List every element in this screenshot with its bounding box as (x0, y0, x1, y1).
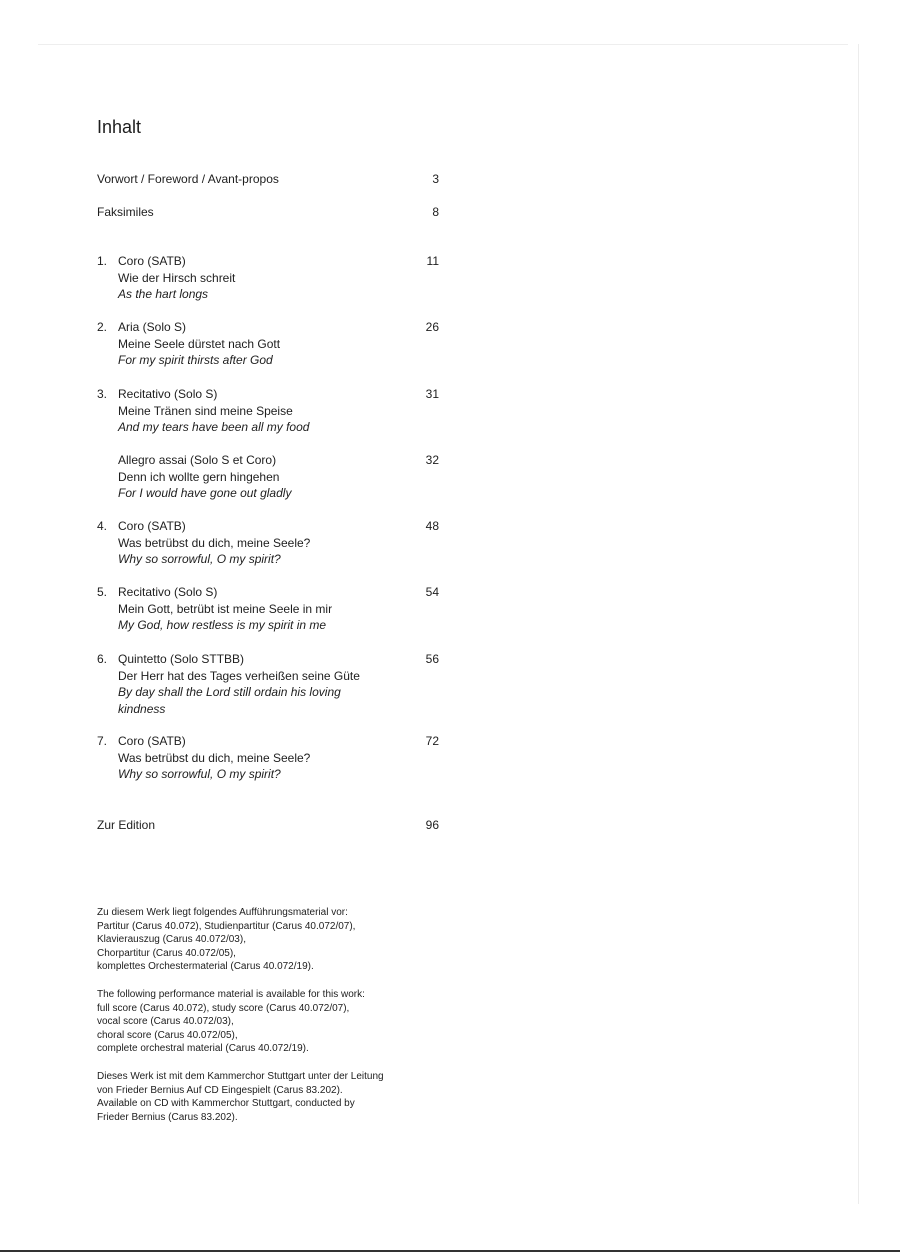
movement-title: Aria (Solo S) (118, 320, 187, 334)
movement-text-german: Was betrübst du dich, meine Seele? (118, 535, 311, 550)
note-line: Dieses Werk ist mit dem Kammerchor Stuttgart unter der Leitung (97, 1070, 384, 1082)
note-line: Partitur (Carus 40.072), Studienpartitur (Carus 40.072/07), (97, 920, 356, 932)
toc-page-number: 31 (425, 387, 439, 401)
toc-label: Faksimiles (97, 205, 154, 219)
movement-text-english: Why so sorrowful, O my spirit? (118, 552, 281, 567)
note-line: Chorpartitur (Carus 40.072/05), (97, 947, 236, 959)
movement-text-german: Denn ich wollte gern hingehen (118, 469, 280, 484)
movement-text-english: And my tears have been all my food (118, 420, 310, 435)
movement-title: Coro (SATB) (118, 519, 186, 533)
toc-entry-6 (97, 651, 439, 717)
toc-page-number: 11 (426, 254, 439, 268)
note-line: vocal score (Carus 40.072/03), (97, 1016, 234, 1028)
toc-entry-3b (97, 452, 439, 502)
toc-page-number: 96 (425, 818, 439, 832)
english-material-note (97, 988, 457, 1056)
toc-front-matter-foreword (97, 171, 439, 187)
movement-text-english: As the hart longs (118, 287, 209, 302)
movement-title: Allegro assai (Solo S et Coro) (118, 453, 277, 467)
movement-number: 7. (97, 734, 108, 748)
movement-number: 2. (97, 320, 108, 334)
movement-number: 5. (97, 585, 108, 599)
page-top-rule (38, 44, 848, 45)
toc-entry-4 (97, 518, 439, 568)
page-title: Inhalt (97, 117, 142, 137)
toc-entry-3 (97, 386, 439, 436)
movement-text-english: Why so sorrowful, O my spirit? (118, 767, 281, 782)
page-right-rule (858, 44, 859, 1204)
note-line: Frieder Bernius (Carus 83.202). (97, 1111, 238, 1123)
movement-text-german: Wie der Hirsch schreit (118, 270, 236, 285)
note-line: complete orchestral material (Carus 40.072/19). (97, 1043, 309, 1055)
note-line: Available on CD with Kammerchor Stuttgart, conducted by (97, 1098, 355, 1110)
movement-text-german: Mein Gott, betrübt ist meine Seele in mir (118, 601, 333, 616)
movement-title: Recitativo (Solo S) (118, 387, 218, 401)
toc-entry-1 (97, 253, 439, 303)
toc-entry-2 (97, 319, 439, 369)
movement-text-german: Meine Tränen sind meine Speise (118, 403, 293, 418)
toc-page-number: 32 (425, 453, 439, 467)
toc-page-number: 8 (432, 205, 439, 219)
movement-number: 4. (97, 519, 108, 533)
performance-material-notes (97, 906, 457, 1138)
note-line: The following performance material is available for this work: (97, 988, 365, 1000)
movement-number: 3. (97, 387, 108, 401)
german-material-note (97, 906, 457, 974)
movement-number: 1. (97, 254, 108, 268)
toc-page-number: 72 (425, 734, 439, 748)
movement-text-english: For my spirit thirsts after God (118, 353, 273, 368)
movement-text-german: Was betrübst du dich, meine Seele? (118, 750, 311, 765)
toc-page-number: 54 (425, 585, 439, 599)
note-line: komplettes Orchestermaterial (Carus 40.072/19). (97, 961, 314, 973)
note-line: full score (Carus 40.072), study score (Carus 40.072/07), (97, 1002, 350, 1014)
movement-text-german: Der Herr hat des Tages verheißen seine Güte (118, 668, 360, 683)
toc-entry-7 (97, 733, 439, 783)
movement-text-english: For I would have gone out gladly (118, 486, 292, 501)
recording-note (97, 1070, 457, 1124)
toc-page-number: 48 (425, 519, 439, 533)
note-line: Zu diesem Werk liegt folgendes Aufführungsmaterial vor: (97, 907, 348, 918)
toc-page-number: 26 (425, 320, 439, 334)
toc-front-matter-facsimiles (97, 204, 439, 220)
movement-text-german: Meine Seele dürstet nach Gott (118, 336, 281, 351)
toc-label: Zur Edition (97, 818, 156, 832)
movement-title: Quintetto (Solo STTBB) (118, 652, 245, 666)
toc-page-number: 3 (432, 172, 439, 186)
movement-text-english: My God, how restless is my spirit in me (118, 618, 327, 633)
toc-page-number: 56 (425, 652, 439, 666)
toc-back-matter-edition (97, 817, 439, 833)
movement-title: Coro (SATB) (118, 254, 186, 268)
toc-entry-5 (97, 584, 439, 634)
movement-text-english: By day shall the Lord still ordain his loving kindness (118, 685, 341, 716)
movement-number: 6. (97, 652, 108, 666)
movement-title: Recitativo (Solo S) (118, 585, 218, 599)
movement-title: Coro (SATB) (118, 734, 186, 748)
note-line: von Frieder Bernius Auf CD Eingespielt (Carus 83.202). (97, 1084, 343, 1096)
toc-label: Vorwort / Foreword / Avant-propos (97, 172, 279, 186)
note-line: choral score (Carus 40.072/05), (97, 1029, 238, 1041)
note-line: Klavierauszug (Carus 40.072/03), (97, 934, 246, 946)
